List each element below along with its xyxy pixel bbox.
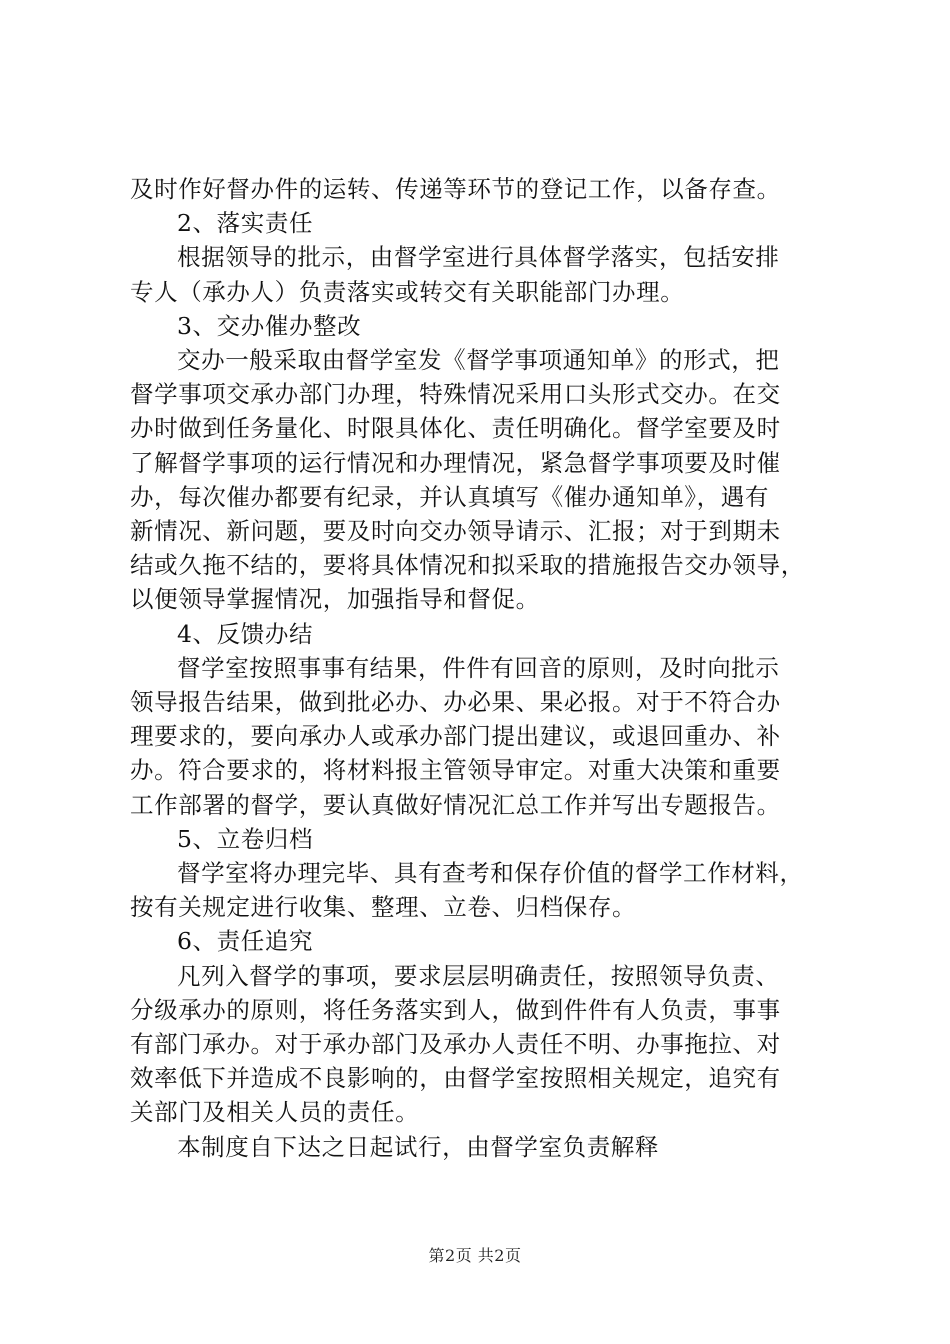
paragraph-line: 凡列入督学的事项，要求层层明确责任，按照领导负责、	[177, 961, 780, 990]
document-body	[130, 172, 830, 1164]
paragraph-line: 交办一般采取由督学室发《督学事项通知单》的形式，把	[177, 346, 780, 375]
section-heading-4: 4、反馈办结	[177, 619, 314, 648]
paragraph-line: 效率低下并造成不良影响的，由督学室按照相关规定，追究有	[130, 1064, 781, 1093]
paragraph-line: 根据领导的批示，由督学室进行具体督学落实，包括安排	[177, 243, 780, 272]
section-heading-6: 6、责任追究	[177, 927, 314, 956]
paragraph-line: 理要求的，要向承办人或承办部门提出建议，或退回重办、补	[130, 722, 781, 751]
page-number: 第2页 共2页	[428, 1246, 522, 1265]
paragraph-line: 新情况、新问题，要及时向交办领导请示、汇报；对于到期未	[130, 517, 781, 546]
paragraph-line: 领导报告结果，做到批必办、办必果、果必报。对于不符合办	[130, 688, 781, 717]
paragraph-line: 结或久拖不结的，要将具体情况和拟采取的措施报告交办领导，	[130, 551, 805, 580]
paragraph-line: 以便领导掌握情况，加强指导和督促。	[130, 585, 540, 614]
closing-statement: 本制度自下达之日起试行，由督学室负责解释	[177, 1132, 659, 1161]
section-heading-5: 5、立卷归档	[177, 824, 314, 853]
paragraph-line: 专人（承办人）负责落实或转交有关职能部门办理。	[130, 277, 685, 306]
paragraph-line: 关部门及相关人员的责任。	[130, 1098, 420, 1127]
paragraph-line: 及时作好督办件的运转、传递等环节的登记工作，以备存查。	[130, 175, 781, 203]
paragraph-line: 工作部署的督学，要认真做好情况汇总工作并写出专题报告。	[130, 790, 781, 819]
paragraph-line: 有部门承办。对于承办部门及承办人责任不明、办事拖拉、对	[130, 1030, 781, 1059]
paragraph-line: 督学事项交承办部门办理，特殊情况采用口头形式交办。在交	[130, 380, 781, 409]
paragraph-line: 办时做到任务量化、时限具体化、责任明确化。督学室要及时	[130, 414, 781, 443]
paragraph-line: 办，每次催办都要有纪录，并认真填写《催办通知单》，遇有	[130, 482, 769, 511]
page-footer	[0, 1243, 950, 1266]
paragraph-line: 督学室将办理完毕、具有查考和保存价值的督学工作材料，	[177, 859, 804, 888]
paragraph-line: 办。符合要求的，将材料报主管领导审定。对重大决策和重要	[130, 756, 781, 785]
paragraph-line: 督学室按照事事有结果，件件有回音的原则，及时向批示	[177, 653, 780, 682]
section-heading-3: 3、交办催办整改	[177, 311, 362, 340]
section-heading-2: 2、落实责任	[177, 209, 314, 238]
paragraph-line: 了解督学事项的运行情况和办理情况，紧急督学事项要及时催	[130, 448, 781, 477]
paragraph-line: 分级承办的原则，将任务落实到人，做到件件有人负责，事事	[130, 995, 781, 1024]
paragraph-line: 按有关规定进行收集、整理、立卷、归档保存。	[130, 893, 637, 922]
